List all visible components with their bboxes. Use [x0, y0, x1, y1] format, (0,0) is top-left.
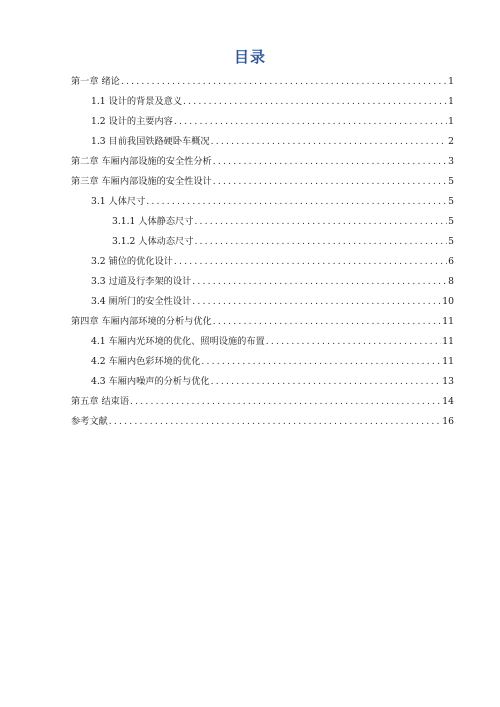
toc-leader-dots [213, 152, 447, 172]
toc-leader-dots [192, 292, 441, 312]
toc-entry-4-2[interactable] [71, 352, 454, 372]
toc-leader-dots [109, 412, 442, 432]
toc-entry-text: 1.2 设计的主要内容 [91, 116, 173, 127]
toc-leader-dots [201, 352, 441, 372]
toc-leader-dots [213, 172, 447, 192]
toc-page-number: 5 [448, 176, 454, 187]
toc-page-number: 13 [442, 376, 454, 387]
toc-leader-dots [213, 312, 442, 332]
toc-entry-text: 第五章 结束语 [71, 396, 130, 407]
toc-page-number: 11 [442, 316, 454, 327]
toc-entry-3-1-2[interactable] [71, 232, 454, 252]
toc-entry-3-1-1[interactable] [71, 212, 454, 232]
toc-entry-text: 1.3 目前我国铁路硬卧车概况 [91, 136, 210, 147]
toc-leader-dots [146, 192, 447, 212]
toc-leader-dots [174, 252, 447, 272]
toc-page-number: 5 [448, 236, 454, 247]
toc-page-number: 14 [442, 396, 454, 407]
toc-leader-dots [174, 112, 447, 132]
toc-entry-3-4[interactable] [71, 292, 454, 312]
toc-entry-text: 第二章 车厢内部设施的安全性分析 [71, 156, 212, 167]
toc-leader-dots [192, 272, 447, 292]
toc-page-number: 8 [448, 276, 454, 287]
toc-leader-dots [183, 92, 447, 112]
toc-page-number: 16 [442, 416, 454, 427]
toc-entry-text: 3.1.2 人体动态尺寸 [112, 236, 194, 247]
toc-page-number: 1 [448, 96, 454, 107]
toc-page-number: 5 [448, 196, 454, 207]
toc-leader-dots [194, 232, 447, 252]
toc-entry-text: 4.3 车厢内噪声的分析与优化 [91, 376, 210, 387]
toc-entry-text: 参考文献 [71, 416, 108, 427]
toc-page-number: 6 [448, 256, 454, 267]
toc-entry-3-1[interactable] [71, 192, 454, 212]
toc-title: 目录 [233, 48, 266, 66]
toc-leader-dots [211, 132, 447, 152]
toc-page-number: 3 [448, 156, 454, 167]
toc-page-number: 11 [442, 356, 454, 367]
toc-entry-chapter-3[interactable] [71, 172, 454, 192]
toc-entry-text: 4.1 车厢内光环境的优化、照明设施的布置 [91, 336, 265, 347]
toc-entry-chapter-5[interactable] [71, 392, 454, 412]
toc-entry-3-2[interactable] [71, 252, 454, 272]
toc-entry-4-3[interactable] [71, 372, 454, 392]
toc-entry-chapter-2[interactable] [71, 152, 454, 172]
toc-entry-4-1[interactable] [71, 332, 454, 352]
toc-leader-dots [211, 372, 442, 392]
toc-entry-1-3[interactable] [71, 132, 454, 152]
toc-entry-text: 3.4 厕所门的安全性设计 [91, 296, 192, 307]
toc-page-number: 1 [448, 116, 454, 127]
toc-leader-dots [130, 392, 441, 412]
toc-entry-text: 第一章 绪论 [71, 76, 120, 87]
toc-entry-chapter-4[interactable] [71, 312, 454, 332]
toc-entry-1-1[interactable] [71, 92, 454, 112]
toc-leader-dots [121, 72, 447, 92]
toc-entry-chapter-1[interactable] [71, 72, 454, 92]
toc-page-number: 10 [442, 296, 454, 307]
toc-page-number: 5 [448, 216, 454, 227]
toc-entry-1-2[interactable] [71, 112, 454, 132]
toc-leader-dots [194, 212, 447, 232]
toc-entry-text: 4.2 车厢内色彩环境的优化 [91, 356, 201, 367]
toc-entry-text: 3.1 人体尺寸 [91, 196, 146, 207]
toc-entry-text: 第四章 车厢内部环境的分析与优化 [71, 316, 212, 327]
toc-entry-text: 3.1.1 人体静态尺寸 [112, 216, 194, 227]
toc-page-number: 2 [448, 136, 454, 147]
toc-entry-text: 1.1 设计的背景及意义 [91, 96, 183, 107]
toc-page-number: 1 [448, 76, 454, 87]
toc-entry-text: 3.3 过道及行李架的设计 [91, 276, 192, 287]
toc-leader-dots [266, 332, 442, 352]
toc-page-number: 11 [442, 336, 454, 347]
toc-list [71, 72, 454, 432]
toc-entry-references[interactable] [71, 412, 454, 432]
toc-entry-text: 3.2 铺位的优化设计 [91, 256, 173, 267]
toc-entry-3-3[interactable] [71, 272, 454, 292]
toc-entry-text: 第三章 车厢内部设施的安全性设计 [71, 176, 212, 187]
